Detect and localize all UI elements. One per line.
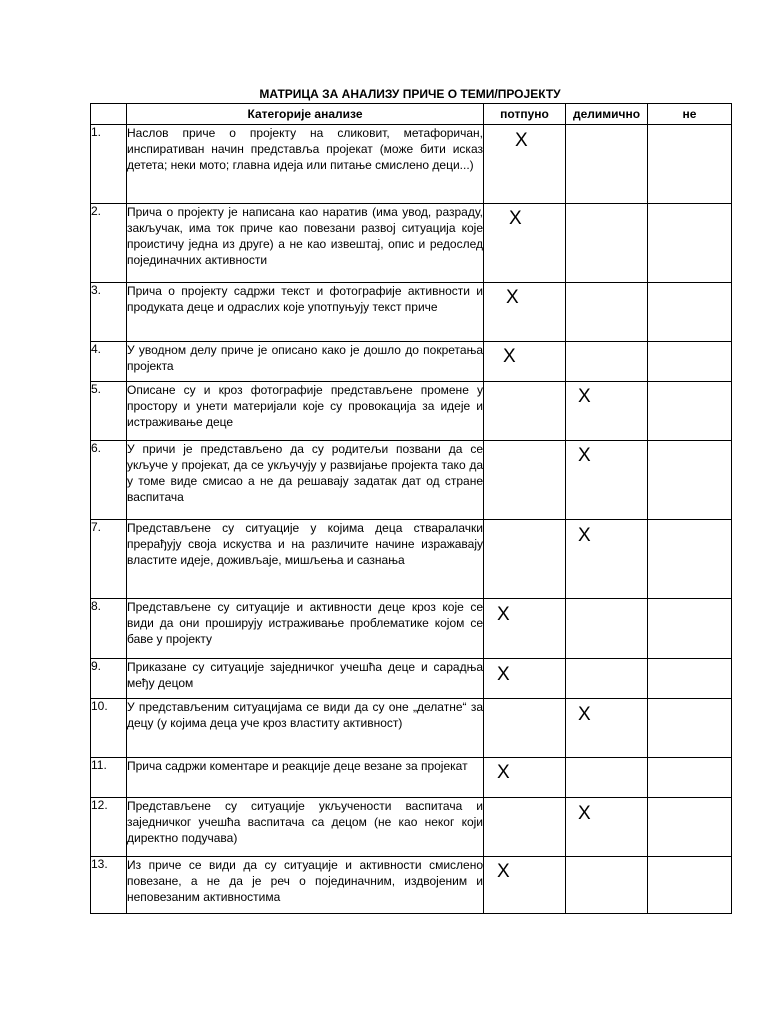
- rating-cell-none: [648, 520, 732, 599]
- x-mark: X: [497, 861, 510, 882]
- x-mark: X: [515, 130, 528, 151]
- table-row: [91, 283, 732, 342]
- rating-cell-partial: [566, 798, 648, 857]
- rating-cell-full: [484, 599, 566, 659]
- x-mark: X: [578, 386, 591, 407]
- rating-cell-none: [648, 659, 732, 699]
- row-number: 2.: [91, 204, 127, 283]
- row-number: 11.: [91, 758, 127, 798]
- rating-cell-full: [484, 520, 566, 599]
- x-mark: X: [497, 762, 510, 783]
- table-row: [91, 125, 732, 204]
- rating-cell-full: [484, 659, 566, 699]
- rating-cell-partial: [566, 599, 648, 659]
- rating-cell-none: [648, 204, 732, 283]
- rating-cell-full: [484, 798, 566, 857]
- rating-cell-none: [648, 342, 732, 382]
- row-category-text: Прича садржи коментаре и реакције деце везане за пројекат: [127, 758, 484, 798]
- rating-cell-full: [484, 441, 566, 520]
- rating-cell-none: [648, 283, 732, 342]
- table-header-row: [91, 104, 732, 125]
- row-number: 10.: [91, 699, 127, 758]
- x-mark: X: [578, 525, 591, 546]
- row-number: 4.: [91, 342, 127, 382]
- x-mark: X: [578, 803, 591, 824]
- rating-cell-partial: [566, 659, 648, 699]
- row-category-text: Приказане су ситуације заједничког учешћа деце и сарадња међу децом: [127, 659, 484, 699]
- rating-cell-full: [484, 204, 566, 283]
- row-category-text: У причи је представљено да су родитељи позвани да се укључе у пројекат, да се укључују у развијање пројекта тако да у томе виде смисао а не да решавају задатак дат од стране васпитача: [127, 441, 484, 520]
- table-row: [91, 599, 732, 659]
- rating-cell-none: [648, 441, 732, 520]
- rating-cell-none: [648, 125, 732, 204]
- rating-cell-full: [484, 283, 566, 342]
- table-row: [91, 699, 732, 758]
- rating-cell-none: [648, 798, 732, 857]
- x-mark: X: [578, 704, 591, 725]
- rating-cell-full: [484, 699, 566, 758]
- column-header-full: потпуно: [484, 104, 566, 125]
- table-row: [91, 342, 732, 382]
- row-number: 13.: [91, 857, 127, 914]
- row-category-text: Наслов приче о пројекту на сликовит, метафоричан, инспиративан начин представља пројекат (може бити исказ детета; неки мото; главна идеја или питање смислено деци...): [127, 125, 484, 204]
- rating-cell-none: [648, 857, 732, 914]
- column-header-category: Категорије анализе: [127, 104, 484, 125]
- rating-cell-full: [484, 342, 566, 382]
- row-number: 12.: [91, 798, 127, 857]
- row-number: 5.: [91, 382, 127, 441]
- rating-cell-partial: [566, 857, 648, 914]
- x-mark: X: [497, 664, 510, 685]
- row-category-text: Прича о пројекту садржи текст и фотографије активности и продуката деце и одраслих које употпуњују текст приче: [127, 283, 484, 342]
- row-category-text: Описане су и кроз фотографије представљене промене у простору и унети материјали које су провокација за идеје и истраживање деце: [127, 382, 484, 441]
- table-row: [91, 659, 732, 699]
- row-number: 9.: [91, 659, 127, 699]
- rating-cell-partial: [566, 125, 648, 204]
- x-mark: X: [506, 287, 519, 308]
- row-category-text: Представљене су ситуације и активности деце кроз које се види да они проширују истраживање проблематике којом се баве у пројекту: [127, 599, 484, 659]
- row-category-text: У уводном делу приче је описано како је дошло до покретања пројекта: [127, 342, 484, 382]
- table-row: [91, 758, 732, 798]
- rating-cell-partial: [566, 758, 648, 798]
- row-number: 7.: [91, 520, 127, 599]
- rating-cell-none: [648, 599, 732, 659]
- row-category-text: Прича о пројекту је написана као наратив (има увод, разраду, закључак, има ток приче као повезани развој ситуација које проистичу једна из друге) а не као извештај, опис и редослед појединачних активности: [127, 204, 484, 283]
- rating-cell-partial: [566, 283, 648, 342]
- rating-cell-full: [484, 758, 566, 798]
- x-mark: X: [578, 445, 591, 466]
- rating-cell-partial: [566, 342, 648, 382]
- column-header-none: не: [648, 104, 732, 125]
- table-row: [91, 441, 732, 520]
- row-category-text: Представљене су ситуације у којима деца стваралачки прерађују своја искуства и на различите начине изражавају властите идеје, доживљаје, мишљења и сазнања: [127, 520, 484, 599]
- rating-cell-partial: [566, 441, 648, 520]
- row-category-text: У представљеним ситуацијама се види да су оне „делатне“ за децу (у којима деца уче кроз властиту активност): [127, 699, 484, 758]
- table-row: [91, 520, 732, 599]
- row-category-text: Из приче се види да су ситуације и активности смислено повезане, а не да је реч о појединачним, издвојеним и неповезаним активностима: [127, 857, 484, 914]
- rating-cell-partial: [566, 520, 648, 599]
- rating-cell-none: [648, 758, 732, 798]
- rating-cell-none: [648, 699, 732, 758]
- rating-cell-partial: [566, 204, 648, 283]
- rating-cell-partial: [566, 382, 648, 441]
- table-row: [91, 798, 732, 857]
- column-header-partial: делимично: [566, 104, 648, 125]
- x-mark: X: [503, 346, 516, 367]
- row-number: 8.: [91, 599, 127, 659]
- rating-cell-none: [648, 382, 732, 441]
- table-row: [91, 204, 732, 283]
- row-number: 3.: [91, 283, 127, 342]
- row-number: 6.: [91, 441, 127, 520]
- rating-cell-full: [484, 382, 566, 441]
- table-row: [91, 857, 732, 914]
- analysis-matrix-table: [90, 103, 732, 914]
- page-title: МАТРИЦА ЗА АНАЛИЗУ ПРИЧЕ О ТЕМИ/ПРОЈЕКТУ: [259, 87, 561, 101]
- table-row: [91, 382, 732, 441]
- row-number: 1.: [91, 125, 127, 204]
- row-category-text: Представљене су ситуације укључености васпитача и заједничког учешћа васпитача са децом (не као неког који директно подучава): [127, 798, 484, 857]
- x-mark: X: [509, 208, 522, 229]
- x-mark: X: [497, 604, 510, 625]
- rating-cell-partial: [566, 699, 648, 758]
- rating-cell-full: [484, 857, 566, 914]
- column-header-number: [91, 104, 127, 125]
- rating-cell-full: [484, 125, 566, 204]
